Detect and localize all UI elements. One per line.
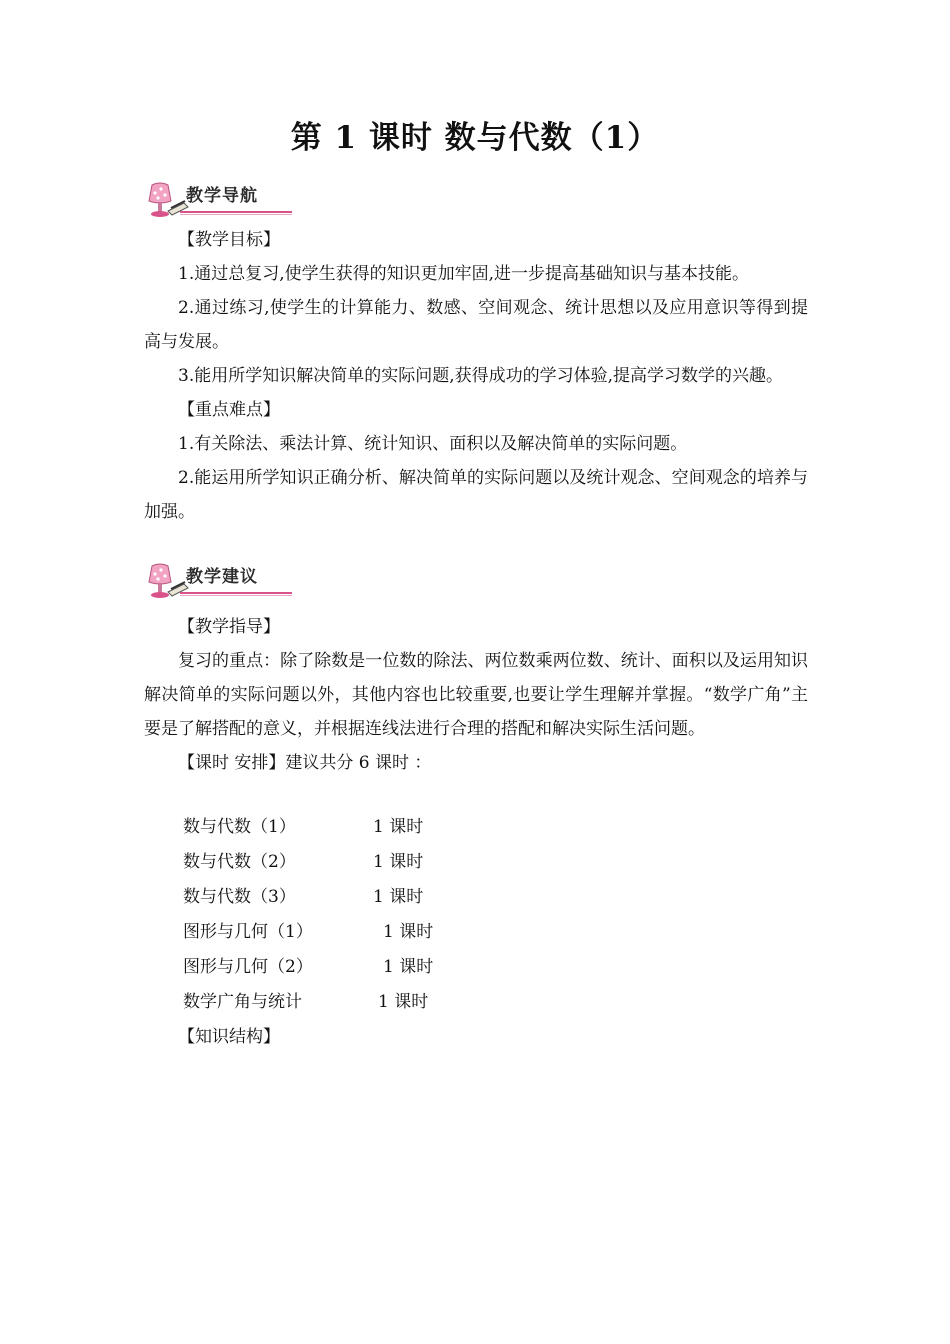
section-header-advice [144, 562, 294, 602]
section-underline [180, 211, 292, 213]
goal-item: 3.能用所学知识解决简单的实际问题,获得成功的学习体验,提高学习数学的兴趣。 [178, 366, 784, 386]
section-header-nav [144, 181, 294, 221]
lamp-icon [144, 181, 190, 221]
lamp-icon [144, 562, 190, 602]
page-title: 第 1 课时 数与代数（1） [290, 120, 660, 156]
schedule-row [183, 845, 424, 879]
structure-heading: 【知识结构】 [178, 1027, 280, 1047]
schedule-row [183, 810, 424, 844]
key-points-heading: 【重点难点】 [178, 400, 280, 420]
guidance-heading: 【教学指导】 [178, 617, 280, 637]
schedule-row-hours: 1 课时 [373, 817, 424, 837]
schedule-row-name: 数与代数（1） [183, 817, 296, 837]
goal-item: 1.通过总复习,使学生获得的知识更加牢固,进一步提高基础知识与基本技能。 [178, 264, 750, 284]
section-underline [180, 592, 292, 594]
goals-block [144, 223, 808, 529]
structure-block [144, 1020, 808, 1054]
goals-heading: 【教学目标】 [178, 230, 280, 250]
schedule-row-name: 数与代数（3） [183, 887, 296, 907]
schedule-row-name: 数与代数（2） [183, 852, 296, 872]
guidance-block [144, 610, 808, 780]
section-label-advice: 教学建议 [186, 567, 258, 587]
schedule-row [183, 950, 434, 984]
schedule-row-name: 图形与几何（2） [183, 957, 313, 977]
schedule-row-hours: 1 课时 [373, 887, 424, 907]
schedule-row-hours: 1 课时 [378, 992, 429, 1012]
section-label-nav: 教学导航 [186, 186, 258, 206]
schedule-row-hours: 1 课时 [383, 957, 434, 977]
schedule-row [183, 880, 424, 914]
section-underline-light [180, 595, 292, 596]
guidance-text: 复习的重点：除了除数是一位数的除法、两位数乘两位数、统计、面积以及运用知识解决简单的实际问题以外，其他内容也比较重要,也要让学生理解并掌握。“数学广角”主要是了解搭配的意义，并根据连线法进行合理的搭配和解决实际生活问题。 [144, 651, 808, 739]
schedule-row-name: 数学广角与统计 [183, 992, 302, 1012]
schedule-row [183, 915, 434, 949]
schedule-row-hours: 1 课时 [383, 922, 434, 942]
schedule-heading: 【课时 安排】建议共分 6 课时 ： [178, 753, 432, 773]
schedule-row [183, 985, 429, 1019]
schedule-row-hours: 1 课时 [373, 852, 424, 872]
key-point-item: 1.有关除法、乘法计算、统计知识、面积以及解决简单的实际问题。 [178, 434, 688, 454]
schedule-row-name: 图形与几何（1） [183, 922, 313, 942]
key-point-item: 2.能运用所学知识正确分析、解决简单的实际问题以及统计观念、空间观念的培养与加强。 [144, 468, 808, 522]
section-underline-light [180, 214, 292, 215]
goal-item: 2.通过练习,使学生的计算能力、数感、空间观念、统计思想以及应用意识等得到提高与发展。 [144, 298, 808, 352]
